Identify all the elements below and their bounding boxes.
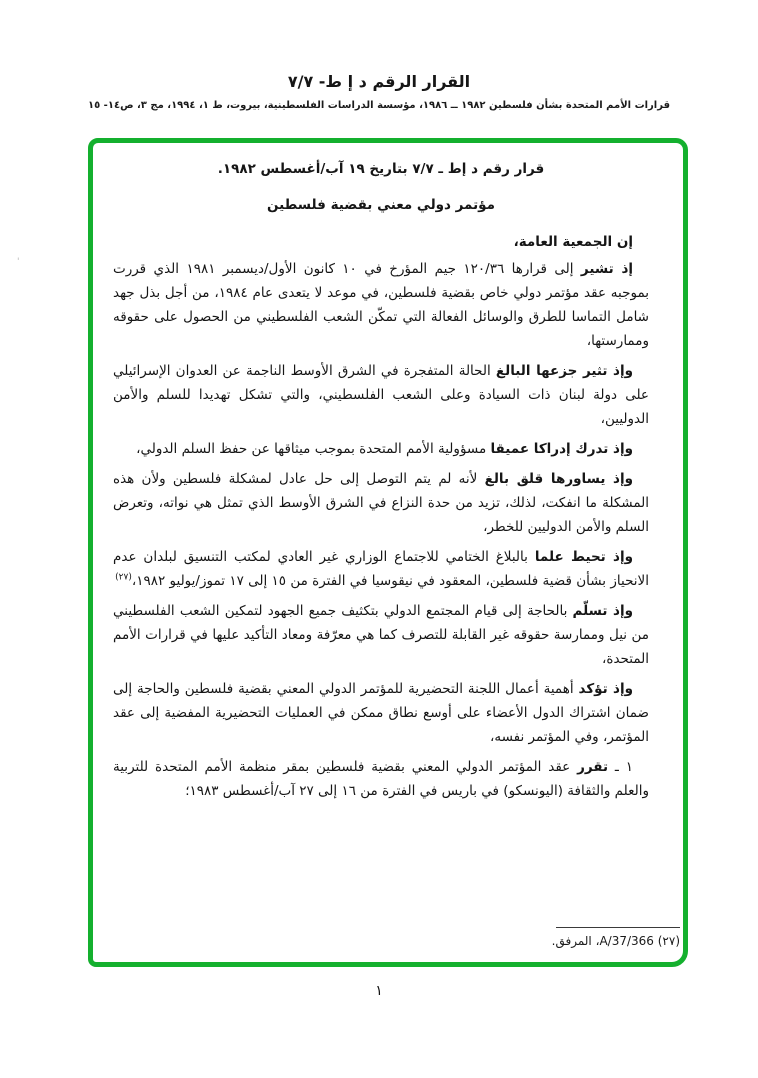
paragraph-lead: وإذ تسلّم bbox=[572, 603, 633, 619]
resolution-paragraph: وإذ تثير جزعها البالغ الحالة المتفجرة في الشرق الأوسط الناجمة عن العدوان الإسرائيلي على دولة لبنان ذات السيادة وعلى الشعب الفلسطيني، والتي تشكل تهديدا للسلم والأمن الدوليين، bbox=[113, 363, 649, 427]
paragraph-lead: وإذ تثير جزعها البالغ bbox=[495, 363, 633, 379]
resolution-heading: قرار رقم د إط ـ ٧/٧ بتاريخ ١٩ آب/أغسطس ١٩٨٢. bbox=[217, 161, 545, 177]
resolution-paragraph: وإذ تسلّم بالحاجة إلى قيام المجتمع الدولي بتكثيف جميع الجهود لتمكين الشعب الفلسطيني من نيل وممارسة حقوقه غير القابلة للتصرف كما هي معرّفة ومعاد التأكيد عليها في قرارات الأمم المتحدة، bbox=[113, 603, 649, 667]
page-number: ١ bbox=[375, 983, 383, 999]
paragraph-lead: وإذ يساورها قلق بالغ bbox=[484, 471, 633, 487]
document-header bbox=[79, 72, 679, 111]
resolution-paragraph: وإذ تحيط علما بالبلاغ الختامي للاجتماع الوزاري غير العادي لمكتب التنسيق لبلدان عدم الانحياز بشأن قضية فلسطين، المعقود في نيقوسيا في الفترة من ١٥ إلى ١٧ تموز/يوليو ١٩٨٢،$^{(٢٧)}$ bbox=[113, 549, 649, 589]
paragraph-lead: إذ تشير bbox=[580, 261, 633, 277]
footnote-separator bbox=[556, 927, 680, 928]
paragraph-lead: وإذ تؤكد bbox=[578, 681, 633, 697]
footnote-ref-superscript: (٢٧) bbox=[115, 572, 132, 583]
resolution-paragraph: وإذ تدرك إدراكا عميقا مسؤولية الأمم المتحدة بموجب ميثاقها عن حفظ السلم الدولي، bbox=[136, 441, 633, 457]
paragraph-lead: تقرر bbox=[577, 759, 609, 775]
resolution-paragraph: وإذ يساورها قلق بالغ لأنه لم يتم التوصل إلى حل عادل لمشكلة فلسطين ولأن هذه المشكلة ما انفكت، لذلك، تزيد من حدة النزاع في الشرق الأوسط الذي تمثل هي نواته، وتعرض السلم والأمن الدوليين للخطر، bbox=[113, 471, 649, 535]
resolution-number-title: القرار الرقم د إ ط- ٧/٧ bbox=[287, 72, 471, 91]
resolution-paragraph: وإذ تؤكد أهمية أعمال اللجنة التحضيرية للمؤتمر الدولي المعني بقضية فلسطين والحاجة إلى ضمان اشتراك الدول الأعضاء على أوسع نطاق ممكن في العمليات التحضيرية المفضية إلى عقد المؤتمر، وفي المؤتمر نفسه، bbox=[113, 681, 649, 745]
resolution-subject: مؤتمر دولي معني بقضية فلسطين bbox=[266, 197, 496, 213]
stray-print-mark: ' bbox=[17, 257, 20, 267]
footnote bbox=[113, 927, 680, 948]
footnote-marker: (٢٧) bbox=[657, 934, 680, 948]
source-citation: قرارات الأمم المتحدة بشأن فلسطين ١٩٨٢ ــ ١٩٨٦، مؤسسة الدراسات الفلسطينية، بيروت، ط ١، ١٩٩٤، مج ٣، ص١٤- ١٥ bbox=[87, 100, 670, 111]
highlight-box bbox=[88, 138, 688, 967]
paragraph-lead: وإذ تحيط علما bbox=[534, 549, 634, 565]
resolution-paragraph: ١ ـ تقرر عقد المؤتمر الدولي المعني بقضية فلسطين بمقر منظمة الأمم المتحدة للتربية والعلم والثقافة (اليونسكو) في باريس في الفترة من ١٦ إلى ٢٧ آب/أغسطس ١٩٨٣؛ bbox=[113, 759, 649, 799]
footnote-reference: A/37/366 bbox=[599, 934, 654, 948]
footnote-text bbox=[113, 934, 680, 948]
paragraph-number: ١ ـ bbox=[608, 759, 633, 775]
resolution-opening: إن الجمعية العامة، bbox=[513, 234, 633, 250]
paragraph-lead: وإذ تدرك إدراكا عميقا bbox=[490, 441, 633, 457]
resolution-body bbox=[113, 153, 649, 904]
resolution-paragraph: إذ تشير إلى قرارها ١٢٠/٣٦ جيم المؤرخ في ١٠ كانون الأول/ديسمبر ١٩٨١ الذي قررت بموجبه عقد مؤتمر دولي خاص بقضية فلسطين، في موعد لا يتعدى عام ١٩٨٤، من أجل بذل جهد شامل التماسا للطرق والوسائل الفعالة التي تمكّن الشعب الفلسطيني من الحصول على حقوقه وممارستها، bbox=[113, 261, 649, 349]
footnote-suffix: ، المرفق. bbox=[551, 934, 600, 948]
resolution-paragraphs bbox=[113, 257, 649, 803]
